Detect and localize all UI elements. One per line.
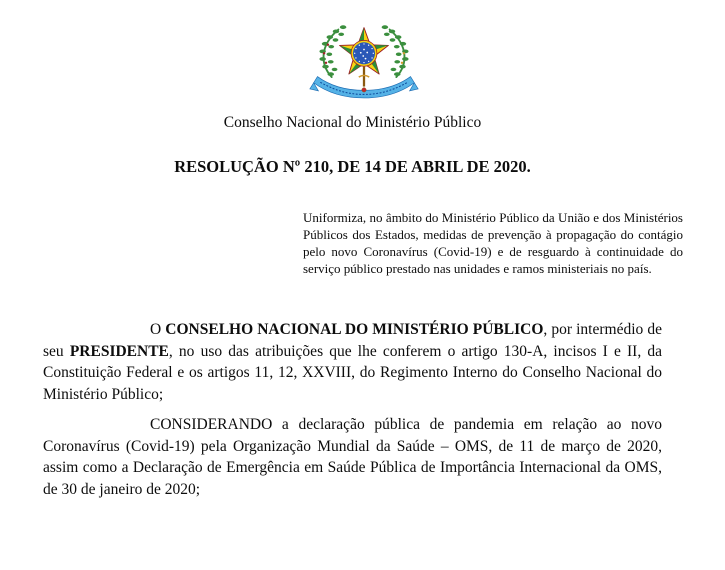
brazil-coat-of-arms-icon — [307, 17, 421, 101]
resolution-title: RESOLUÇÃO Nº 210, DE 14 DE ABRIL DE 2020. — [174, 157, 531, 176]
summary-ementa: Uniformiza, no âmbito do Ministério Público da União e dos Ministérios Públicos dos Estados, medidas de prevenção à propagação do contágio pelo novo Coronavírus (Covid-19) e de resguardo à continuidade do serviço público prestado nas unidades e ramos ministeriais no país. — [303, 210, 683, 276]
preamble-paragraph: O CONSELHO NACIONAL DO MINISTÉRIO PÚBLICO, por intermédio de seu PRESIDENTE, no uso das atribuições que lhe conferem o artigo 130-A, incisos I e II, da Constituição Federal e os artigos 11, 12, XXVIII, do Regimento Interno do Conselho Nacional do Ministério Público; — [43, 321, 662, 403]
considerando-paragraph: CONSIDERANDO a declaração pública de pandemia em relação ao novo Coronavírus (Covid-19) pela Organização Mundial da Saúde – OMS, de 11 de março de 2020, assim como a Declaração de Emergência em Saúde Pública de Importância Internacional da OMS, de 30 de janeiro de 2020; — [43, 416, 662, 498]
organization-name: Conselho Nacional do Ministério Público — [223, 114, 482, 131]
